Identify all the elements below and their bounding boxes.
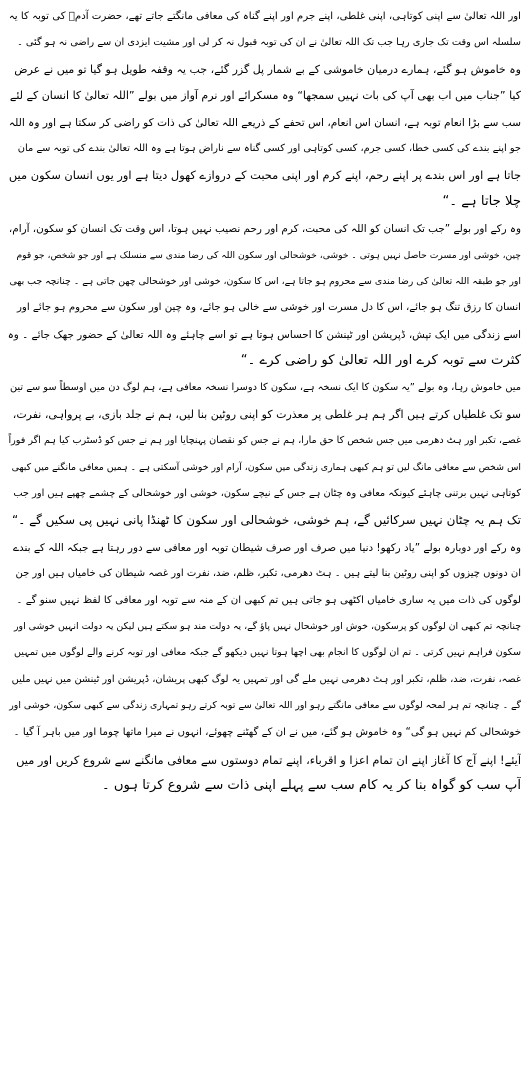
text-line: آیئے! اپنے آج کا آغاز اپنے ان تمام اعزا و اقرباء، اپنے تمام دوستوں سے معافی مانگنے سے شروع کریں اور میں <box>16 752 521 767</box>
text-line: وہ رکے اور بولے ”جب تک انسان کو اللہ کی محبت، کرم اور رحم نصیب نہیں ہوتا، اس وقت تک انسان کو سکون، آرام، <box>8 223 521 236</box>
text-line: کوتاہی نہیں برتنی چاہئے کیونکہ معافی وہ چٹان ہے جس کے نیچے سکون، خوشی اور خوشحالی کے چشمے چھپے ہیں اور جب <box>13 488 521 500</box>
text-line: گے ۔ چنانچہ تم ہر لمحہ لوگوں سے معافی مانگتے رہو اور اللہ تعالیٰ سے توبہ کرتے رہو تمہاری زندگی سے کبھی سکون، خوشی اور <box>9 700 521 712</box>
paragraph-5 <box>8 747 521 800</box>
text-line: لوگوں کی ذات میں یہ ساری خامیاں اکٹھی ہو جاتی ہیں تم کبھی ان کے منہ سے توبہ اور معافی کا لفظ نہیں سنو گے ۔ <box>16 594 521 606</box>
text-line: اور اللہ تعالیٰ سے اپنی کوتاہی، اپنی غلطی، اپنے جرم اور اپنے گناہ کی معافی مانگتے جاتے تھے، حضرت آدمؑ کی توبہ کا یہ <box>8 11 521 22</box>
text-line: سب سے بڑا انعام توبہ ہے، انسان اس انعام، اس تحفے کے ذریعے اللہ تعالیٰ کی ذات کو راضی کر سکتا ہے اور وہ اللہ <box>8 116 521 129</box>
text-line: چین، خوشی اور مسرت حاصل نہیں ہوتی ۔ خوشی، خوشحالی اور سکون اللہ کی رضا مندی سے منسلک ہے اور جو شخص، جو قوم <box>16 249 521 261</box>
paragraph-4 <box>8 535 521 746</box>
paragraph-2 <box>8 216 521 374</box>
text-line: سکون فراہم نہیں کرتی ۔ تم ان لوگوں کا انجام بھی اچھا ہوتا نہیں دیکھو گے جبکہ معافی اور توبہ کرنے والے لوگوں میں تمہیں <box>14 647 521 659</box>
text-line: وہ رکے اور دوبارہ بولے ”یاد رکھو! دنیا میں صرف اور صرف شیطان توبہ اور معافی سے دور رہتا ہے جبکہ اللہ کے بندے <box>12 541 521 554</box>
text-line: میں خاموش رہا، وہ بولے ”یہ سکون کا ایک نسخہ ہے، سکون کا دوسرا نسخہ معافی ہے، ہم لوگ دن میں اوسطاً سو سے تین <box>9 382 521 394</box>
text-line: کیا ”جناب میں اب بھی آپ کی بات نہیں سمجھا“ وہ مسکرائے اور نرم آواز میں بولے ”اللہ تعالیٰ کا انسان کے لئے <box>9 89 521 103</box>
text-line: ان دونوں چیزوں کو اپنی روٹین بنا لیتے ہیں ۔ ہٹ دھرمی، تکبر، ظلم، ضد، نفرت اور غصہ شیطان کی خامیاں ہیں اور جن <box>15 568 521 580</box>
text-line: غصہ، نفرت، ضد، ظلم، تکبر اور ہٹ دھرمی نہیں ملے گی اور تمہیں یہ لوگ کبھی پریشان، ڈپریشن اور ٹینشن میں نہیں ملیں <box>11 673 521 685</box>
text-line: چلا جاتا ہے ۔“ <box>442 193 521 209</box>
text-line: اس شخص سے معافی مانگ لیں تو ہم کبھی ہماری زندگی میں سکون، آرام اور خوشی آسکتی ہے ۔ ہمیں معافی مانگنے میں کبھی <box>11 461 521 473</box>
paragraph-1 <box>8 4 521 215</box>
paragraph-3 <box>8 375 521 533</box>
text-line: کثرت سے توبہ کرے اور اللہ تعالیٰ کو راضی کرے ۔“ <box>240 353 521 369</box>
text-line: خوشحالی کم نہیں ہو گی“ وہ خاموش ہو گئے، میں نے ان کے گھٹنے چھوئے، انہوں نے میرا ماتھا چوما اور میں باہر آ گیا ۔ <box>13 726 521 738</box>
text-line: تک ہم یہ چٹان نہیں سرکائیں گے، ہم خوشی، خوشحالی اور سکون کا ٹھنڈا پانی نہیں پی سکیں گے ۔“ <box>12 513 521 528</box>
text-line: غصے، تکبر اور ہٹ دھرمی میں جس شخص کا حق مارا، ہم نے جس کو نقصان پہنچایا اور ہم نے جس کو ڈسٹرب کیا ہم اگر فوراً <box>8 435 521 447</box>
text-line: جاتا ہے اور اس بندے پر اپنے رحم، اپنے کرم اور اپنی محبت کے دروازے کھول دیتا ہے اور یوں انسان سکون میں <box>8 168 521 183</box>
text-line: انسان کا رزق تنگ ہو جائے، اس کا دل مسرت اور خوشی سے خالی ہو جائے، وہ چین اور سکون سے محروم ہو جائے اور <box>17 302 521 314</box>
text-line: سلسلہ اس وقت تک جاری رہا جب تک اللہ تعالیٰ نے ان کی توبہ قبول نہ کر لی اور مشیت ایزدی ان سے راضی نہ ہو گئی ۔ <box>16 37 521 49</box>
text-line: جو اپنے بندے کی کسی خطا، کسی جرم، کسی کوتاہی اور کسی گناہ سے ناراض ہوتا ہے وہ اللہ تعالیٰ بندے کی توبہ سے مان <box>17 142 521 154</box>
text-line: اور جو طبقہ اللہ تعالیٰ کی رضا مندی سے محروم ہو جاتا ہے، اس کا سکون، خوشی اور خوشحالی چھن جاتی ہے ۔ چنانچہ جب بھی <box>9 275 521 287</box>
text-line: سو تک غلطیاں کرتے ہیں اگر ہم ہر غلطی پر معذرت کو اپنی روٹین بنا لیں، ہم نے جلد بازی، بے پرواہی، نفرت، <box>12 407 521 421</box>
text-line: آپ سب کو گواہ بنا کر یہ کام سب سے پہلے اپنی ذات سے شروع کرتا ہوں ۔ <box>101 778 521 794</box>
text-line: وہ خاموش ہو گئے، ہمارے درمیان خاموشی کے بے شمار پل گزر گئے، جب یہ وقفہ طویل ہو گیا تو میں نے عرض <box>14 62 521 76</box>
text-line: اسے زندگی میں ایک تپش، ڈپریشن اور ٹینشن کا احساس ہوتا ہے تو اسے چاہئے وہ اللہ تعالیٰ کے حضور جھک جائے ۔ وہ <box>8 328 521 341</box>
text-line: چنانچہ تم کبھی ان لوگوں کو پرسکون، خوش اور خوشحال نہیں پاؤ گے، یہ دولت مند ہو سکتے ہیں لیکن یہ دولت انہیں خوشی اور <box>14 620 521 632</box>
